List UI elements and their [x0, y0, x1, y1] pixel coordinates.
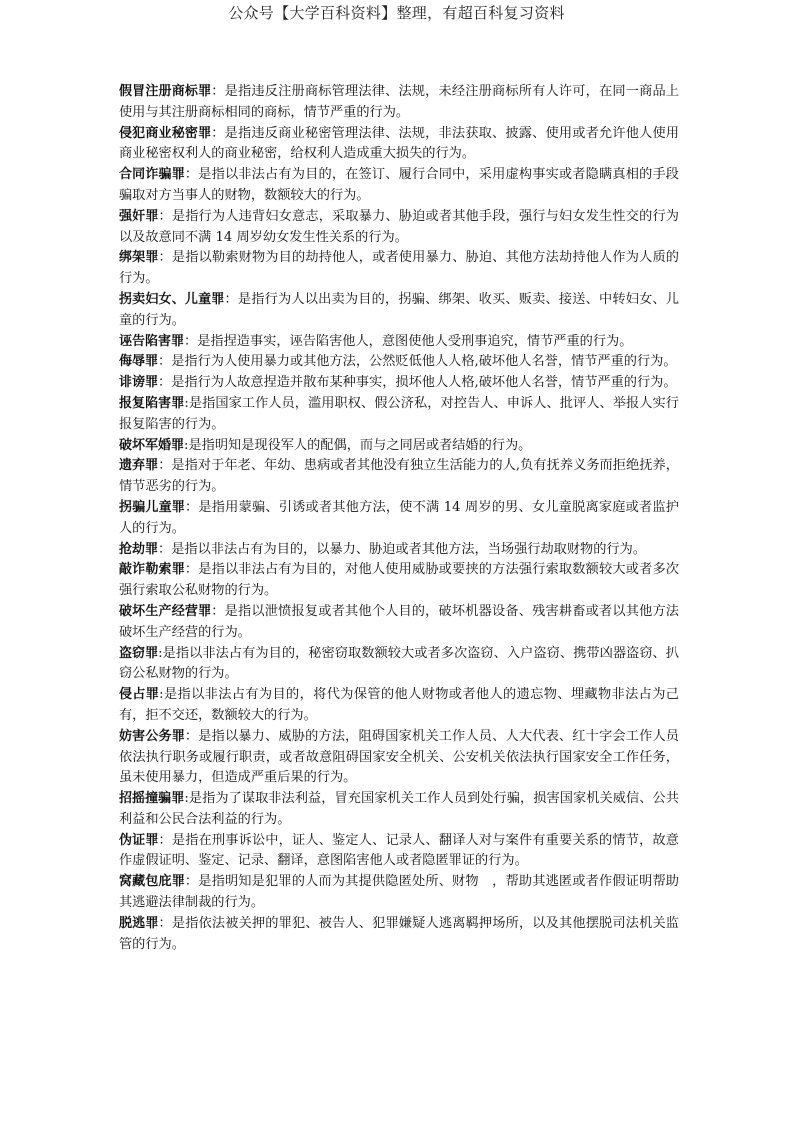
entry-definition: ：是指在刑事诉讼中，证人、鉴定人、记录人、翻译人对与案件有重要关系的情节，故意 作虚假证明、鉴定、记录、翻译，意图陷害他人或者隐匿罪证的行为。: [119, 832, 693, 869]
entry-definition: ：是指行为人违背妇女意志，采取暴力、胁迫或者其他手段，强行与妇女发生性交的行为以及故意同不满 14 周岁幼女发生性关系的行为。: [119, 208, 679, 245]
glossary-entry: [119, 560, 679, 602]
entry-definition: ：是指对于年老、年幼、患病或者其他没有独立生活能力的人,负有抚养义务而拒绝抚养，情节恶劣的行为。: [119, 458, 679, 495]
entry-definition: :是指以非法占有为目的，秘密窃取数额较大或者多次盗窃、入户盗窃、携带凶器盗窃、扒窃公私财物的行为。: [119, 645, 679, 682]
entry-definition: ：是指违反商业秘密管理法律、法规，非法获取、披露、使用或者允许他人使用商业秘密权利人的商业秘密，给权利人造成重大损失的行为。: [119, 125, 679, 162]
entry-definition: ：是指行为人以出卖为目的，拐骗、绑架、收买、贩卖、接送、中转妇女、儿童的行为。: [119, 291, 679, 328]
entry-definition: ：是指捏造事实，诬告陷害他人，意图使他人受刑事追究，情节严重的行为。: [184, 333, 633, 349]
entry-definition: ：是指以暴力、威胁的方法，阻碍国家机关工作人员、人大代表、红十字会工作人员依法执行职务或履行职责，或者故意阻碍国家安全机关、公安机关依法执行国家安全工作任务，虽未使用暴力，但造成严重后果的行为。: [119, 728, 679, 786]
entry-definition: ：是指依法被关押的罪犯、被告人、犯罪嫌疑人逃离羁押场所，以及其他摆脱司法机关监管的行为。: [119, 915, 679, 952]
page-header: 公众号【大学百科资料】整理，有超百科复习资料: [228, 4, 565, 22]
entry-term: 伪证罪: [119, 832, 159, 848]
glossary-entry: [119, 831, 693, 873]
entry-definition: ：是指以非法占有为目的，在签订、履行合同中，采用虚构事实或者隐瞒真相的手段骗取对方当事人的财物，数额较大的行为。: [119, 167, 679, 203]
entry-definition: ：是指行为人故意捏造并散布某种事实，损坏他人人格,破坏他人名誉，情节严重的行为。: [158, 375, 677, 391]
glossary-entry: [119, 727, 679, 789]
glossary-entry: [119, 789, 679, 831]
entry-term: 破坏生产经营罪: [119, 603, 212, 619]
entry-definition: :是指国家工作人员，滥用职权、假公济私，对控告人、申诉人、批评人、举报人实行报复陷害的行为。: [119, 395, 679, 432]
entry-term: 抢劫罪: [119, 541, 159, 557]
entry-definition: ：是指行为人使用暴力或其他方法，公然贬低他人人格,破坏他人名誉，情节严重的行为。: [158, 354, 677, 370]
entry-term: 妨害公务罪: [119, 728, 185, 744]
glossary-entry: [119, 602, 679, 644]
entry-term: 招摇撞骗罪: [119, 791, 185, 807]
entry-term: 侵犯商业秘密罪: [119, 125, 212, 141]
glossary-entry: [119, 436, 679, 457]
entry-definition: :是指以非法占有为目的，将代为保管的他人财物或者他人的遗忘物、埋藏物非法占为己有，拒不交还，数额较大的行为。: [119, 687, 679, 723]
glossary-entry: [119, 540, 679, 561]
entry-term: 合同诈骗罪: [119, 167, 185, 183]
glossary-entry: [119, 373, 679, 394]
glossary-entry: [119, 248, 679, 290]
entry-term: 侵占罪: [119, 687, 160, 703]
glossary-entry: [119, 498, 679, 540]
entry-term: 强奸罪: [119, 208, 159, 224]
entry-term: 诽谤罪: [119, 375, 159, 391]
entry-definition: ：是指违反注册商标管理法律、法规，未经注册商标所有人许可，在同一商品上使用与其注册商标相同的商标，情节严重的行为。: [119, 84, 679, 120]
entry-term: 拐骗儿童罪: [119, 499, 186, 515]
entry-term: 遗弃罪: [119, 458, 159, 474]
entry-definition: ：是指以泄愤报复或者其他个人目的，破坏机器设备、残害耕畜或者以其他方法破坏生产经营的行为。: [119, 603, 679, 640]
glossary-entry: [119, 290, 679, 332]
glossary-entry: [119, 82, 679, 124]
entry-term: 绑架罪: [119, 250, 159, 266]
entry-definition: ：是指用蒙骗、引诱或者其他方法，使不满 14 周岁的男、女儿童脱离家庭或者监护人的行为。: [119, 499, 679, 536]
entry-term: 窝藏包庇罪: [119, 874, 185, 890]
entry-term: 拐卖妇女、儿童罪: [119, 291, 225, 307]
entry-term: 破坏军婚罪: [119, 437, 185, 453]
entry-term: 敲诈勒索罪: [119, 562, 185, 578]
entry-term: 脱逃罪: [119, 915, 159, 931]
glossary-entry: [119, 207, 679, 249]
glossary-entry: [119, 644, 679, 686]
glossary-entry: [119, 914, 679, 956]
glossary-entry: [119, 332, 679, 353]
glossary-entry: [119, 394, 679, 436]
entry-definition: ：是指以勒索财物为目的劫持他人，或者使用暴力、胁迫、其他方法劫持他人作为人质的行为。: [119, 250, 679, 287]
entry-term: 盗窃罪: [119, 645, 159, 661]
entry-definition: ：是指以非法占有为目的，以暴力、胁迫或者其他方法，当场强行劫取财物的行为。: [158, 541, 646, 557]
glossary-entry: [119, 165, 679, 207]
glossary-entry: [119, 124, 679, 166]
glossary-entry: [119, 872, 679, 914]
glossary-entry: [119, 456, 679, 498]
entry-term: 侮辱罪: [119, 354, 159, 370]
entry-term: 假冒注册商标罪: [119, 84, 212, 99]
entry-definition: ：是指明知是犯罪的人而为其提供隐匿处所、财物 ，帮助其逃匿或者作假证明帮助其逃避法律制裁的行为。: [119, 874, 679, 911]
entry-term: 报复陷害罪: [119, 395, 185, 411]
entry-definition: :是指为了谋取非法利益，冒充国家机关工作人员到处行骗，损害国家机关威信、公共利益和公民合法利益的行为。: [119, 791, 679, 827]
glossary-entry: [119, 685, 679, 727]
entry-definition: :是指明知是现役军人的配偶，而与之同居或者结婚的行为。: [184, 437, 532, 453]
glossary-entry: [119, 352, 679, 373]
entry-term: 诬告陷害罪: [119, 333, 185, 349]
glossary-content: [119, 82, 693, 955]
entry-definition: ：是指以非法占有为目的，对他人使用威胁或要挟的方法强行索取数额较大或者多次强行索取公私财物的行为。: [119, 562, 679, 599]
